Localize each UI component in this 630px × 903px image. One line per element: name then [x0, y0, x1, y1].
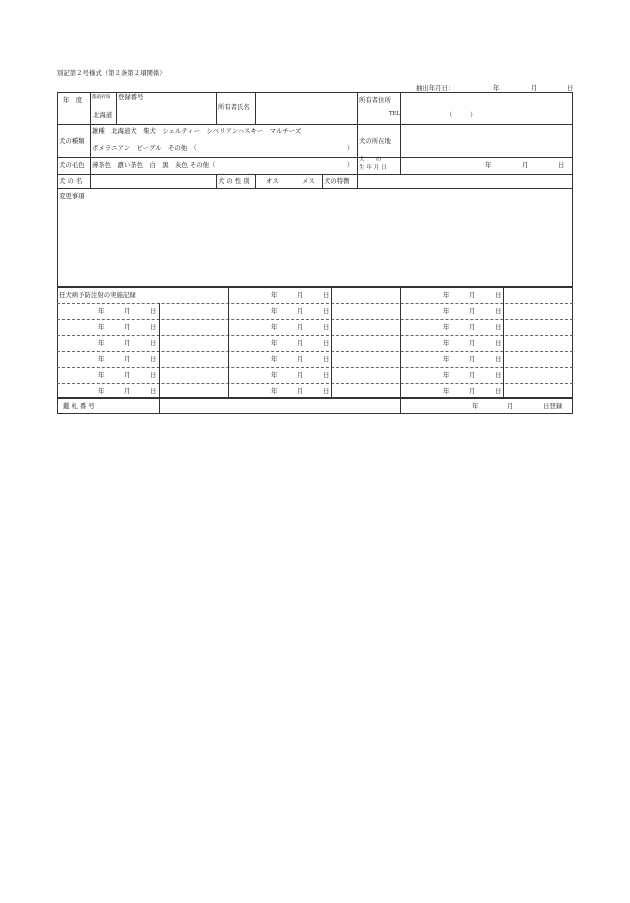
owner-address-label: 所有者住所 — [359, 96, 391, 104]
dog-features-label: 犬の特徴 — [324, 177, 350, 185]
dog-breed-options-1: 雑種 北海道犬 柴犬 シェルティー シベリアンハスキー マルチーズ — [92, 127, 302, 135]
rabies-date-year: 年 — [98, 307, 105, 315]
owner-name-label: 所有者氏名 — [218, 103, 250, 111]
registration-number-label: 登録番号 — [118, 93, 144, 101]
tel-paren-open: （ — [446, 111, 453, 119]
rabies-date-day: 日 — [150, 323, 157, 331]
rabies-date-month: 月 — [297, 371, 304, 379]
prefecture-label: 都道府県 — [92, 95, 111, 100]
tag-year: 年 — [472, 402, 479, 410]
tag-month: 月 — [507, 402, 514, 410]
rabies-date-year: 年 — [98, 355, 105, 363]
rabies-date-year: 年 — [443, 339, 450, 347]
rabies-date-day: 日 — [323, 323, 330, 331]
extract-date-year: 年 — [493, 84, 500, 92]
rabies-date-month: 月 — [469, 339, 476, 347]
form-title: 別記第２号様式（第２条第２項関係） — [57, 69, 166, 77]
rabies-date-day: 日 — [495, 291, 502, 299]
rabies-date-month: 月 — [469, 291, 476, 299]
rabies-date-day: 日 — [323, 307, 330, 315]
nendo-label: 年 度 — [63, 96, 83, 104]
birthdate-month: 月 — [522, 161, 529, 169]
changes-label: 変更事項 — [59, 192, 85, 200]
tel-paren-close: ） — [470, 111, 477, 119]
rabies-date-month: 月 — [297, 291, 304, 299]
rabies-date-month: 月 — [297, 323, 304, 331]
birthdate-day: 日 — [558, 161, 565, 169]
rabies-date-year: 年 — [271, 307, 278, 315]
tel-label: TEL — [389, 111, 401, 117]
rabies-date-day: 日 — [323, 355, 330, 363]
rabies-date-month: 月 — [124, 355, 131, 363]
tag-number-label: 鑑 札 番 号 — [63, 402, 95, 410]
rabies-date-year: 年 — [98, 387, 105, 395]
dog-sex-label: 犬 の 性 別 — [218, 177, 250, 185]
rabies-date-year: 年 — [443, 387, 450, 395]
extract-date-day: 日 — [567, 84, 574, 92]
sex-male: オス — [266, 177, 279, 185]
rabies-date-year: 年 — [443, 291, 450, 299]
rabies-date-day: 日 — [323, 291, 330, 299]
rabies-date-year: 年 — [98, 339, 105, 347]
rabies-date-month: 月 — [124, 307, 131, 315]
rabies-date-day: 日 — [150, 371, 157, 379]
birthdate-label-bottom: 生 年 月 日 — [359, 165, 387, 171]
tag-day-registered: 日登録 — [543, 402, 563, 410]
dog-breed-paren-close: ） — [347, 144, 354, 152]
rabies-date-day: 日 — [323, 371, 330, 379]
rabies-date-month: 月 — [469, 355, 476, 363]
rabies-date-month: 月 — [124, 339, 131, 347]
dog-location-label: 犬の所在地 — [359, 137, 391, 145]
rabies-date-year: 年 — [98, 323, 105, 331]
birthdate-label-top: 犬 の — [359, 157, 382, 163]
rabies-date-month: 月 — [469, 323, 476, 331]
rabies-date-day: 日 — [495, 323, 502, 331]
rabies-date-day: 日 — [150, 307, 157, 315]
rabies-date-day: 日 — [323, 339, 330, 347]
coat-color-options: 薄茶色 濃い茶色 白 黒 灰色 その他（ — [92, 161, 216, 169]
dog-breed-options-2: ポメラニアン ビーグル その他 （ — [92, 144, 197, 152]
rabies-date-day: 日 — [323, 387, 330, 395]
rabies-date-year: 年 — [271, 371, 278, 379]
rabies-date-month: 月 — [124, 387, 131, 395]
dog-breed-label: 犬の種類 — [59, 137, 85, 145]
coat-color-paren-close: ） — [347, 161, 354, 169]
rabies-date-year: 年 — [443, 355, 450, 363]
rabies-date-month: 月 — [297, 387, 304, 395]
rabies-date-year: 年 — [443, 323, 450, 331]
rabies-date-year: 年 — [271, 339, 278, 347]
extract-date-month: 月 — [531, 84, 538, 92]
rabies-date-year: 年 — [98, 371, 105, 379]
extract-date-label: 抽出年月日： — [416, 84, 455, 92]
rabies-date-month: 月 — [124, 371, 131, 379]
rabies-date-year: 年 — [443, 371, 450, 379]
rabies-date-year: 年 — [443, 307, 450, 315]
coat-color-label: 犬の毛色 — [59, 161, 85, 169]
sex-female: メス — [302, 177, 315, 185]
rabies-date-month: 月 — [297, 307, 304, 315]
rabies-date-month: 月 — [297, 339, 304, 347]
rabies-date-day: 日 — [150, 387, 157, 395]
birthdate-year: 年 — [485, 161, 492, 169]
rabies-date-day: 日 — [495, 355, 502, 363]
rabies-date-day: 日 — [495, 371, 502, 379]
rabies-record-label: 狂犬病予防注射の実施記録 — [59, 291, 136, 299]
rabies-date-month: 月 — [124, 323, 131, 331]
rabies-date-year: 年 — [271, 355, 278, 363]
prefecture-value: 北海道 — [93, 111, 113, 119]
rabies-date-day: 日 — [150, 355, 157, 363]
rabies-date-year: 年 — [271, 291, 278, 299]
rabies-date-day: 日 — [150, 339, 157, 347]
rabies-date-year: 年 — [271, 323, 278, 331]
rabies-date-day: 日 — [495, 339, 502, 347]
rabies-date-month: 月 — [469, 387, 476, 395]
rabies-date-day: 日 — [495, 307, 502, 315]
rabies-date-year: 年 — [271, 387, 278, 395]
rabies-date-day: 日 — [495, 387, 502, 395]
dog-name-label: 犬 の 名 — [59, 177, 83, 185]
rabies-date-month: 月 — [469, 307, 476, 315]
rabies-date-month: 月 — [469, 371, 476, 379]
rabies-date-month: 月 — [297, 355, 304, 363]
